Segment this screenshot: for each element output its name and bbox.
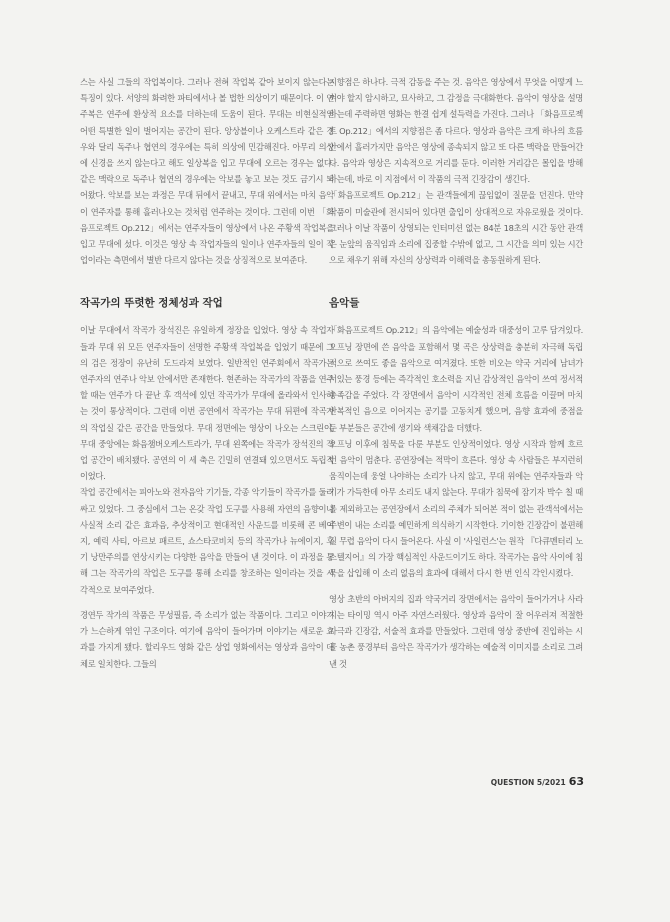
page-number: 63	[568, 775, 584, 788]
left-paragraph-2: 이날 무대에서 작곡가 장석진은 유일하게 정장을 입었다. 영상 속 작업자들과 무대 위 모든 연주자들이 선명한 주황색 작업복을 입었기 때문에 그의 검은 정장이 유난히 도드라져 보였다. 일반적인 연주회에서 작곡가는 연주자의 연주나 악보 안에서만 존재한다. 현존하는 작곡가의 작품을 연주할 때는 연주가 다 끝난 후 객석에 있던 작곡가가 무대에 올라와서 인사하는 것이 통상적이다. 그런데 이번 공연에서 작곡가는 무대 뒤편에 작곡가의 작업실 같은 공간을 만들었다. 무대 정면에는 영상이 나오는 스크린이, 무대 중앙에는 화음챔버오케스트라가, 무대 왼쪽에는 작곡가 장석진의 작업 공간이 배치됐다. 공연의 이 세 축은 긴밀히 연결돼 있으면서도 독립적이었다.	[80, 325, 334, 482]
left-paragraph-1: 스는 사실 그들의 작업복이다. 그러나 전혀 작업복 같아 보이지 않는다는 특징이 있다. 서양의 화려한 파티에서나 볼 법한 의상이기 때문이다. 이 연주복은 연주에 환상적 요소를 더하는데 도움이 된다. 무대는 비현실적인 어떤 특별한 일이 벌어지는 공간이 된다. 앙상블이나 오케스트라 같은 경우와 달리 독주나 협연의 경우에는 특히 의상에 민감해진다. 아무리 의상에 신경을 쓰지 않는다고 해도 일상복을 입고 무대에 오르는 경우는 없다. 같은 맥락으로 독주나 협연의 경우에는 악보를 놓고 보는 것도 금기시 되어왔다. 악보를 보는 과정은 무대 뒤에서 끝내고, 무대 위에서는 마치 음악이 연주자를 통해 흘러나오는 것처럼 연주하는 것이다. 그런데 이번 「화음프로젝트 Op.212」에서는 연주자들이 영상에서 나온 주황색 작업복을 입고 무대에 섰다. 이것은 영상 속 작업자들의 일이나 연주자들의 일이 작업이라는 측면에서 별반 다르지 않다는 것을 상징적으로 보여준다.	[80, 77, 334, 266]
left-paragraph-4: 경연두 작가의 작품은 무성필름, 즉 소리가 없는 작품이다. 그리고 이야기가 느슨하게 엮인 구조이다. 여기에 음악이 들어가며 이야기는 새로운 효과를 가지게 됐다. 할리우드 영화 같은 상업 영화에서는 영상과 음악이 대체로 일치한다. 그들의	[80, 609, 334, 669]
right-paragraph-4: 오프닝 이후에 침묵을 다룬 부분도 인상적이었다. 영상 시작과 함께 흐르던 음악이 멈춘다. 공연장에는 적막이 흐른다. 영상 속 사람들은 부지런히 움직이는데 웅얼 나야하는 소리가 나지 않고, 무대 위에는 연주자들과 악기가 가득한데 아무 소리도 내지 않는다. 무대가 침묵에 잠기자 박수 칠 때를 제외하고는 공연장에서 소리의 주체가 되어본 적이 없는 관객석에서는 주변이 내는 소리를 예민하게 의식하기 시작한다. 기이한 긴장감이 불편해질 무렵 음악이 다시 들어온다. 사실 이 '사일런스'는 원작 『다큐멘터리 노스텔지어』의 가장 핵심적인 사운드이기도 하다. 작곡가는 음악 사이에 침묵을 삽입해 이 소리 없음의 효과에 대해서 다시 한 번 인식 각인시켰다.	[329, 438, 583, 579]
right-paragraph-3: 「화음프로젝트 Op.212」의 음악에는 예술성과 대중성이 고루 담겨있다. 오프닝 장면에 쓴 음악을 포함해서 몇 곡은 상상력을 충분히 자극해 독립적으로 쓰여도 좋을 음악으로 여겨졌다. 또한 비오는 약국 거리에 남녀가 서있는 풍경 등에는 즉각적인 호소력을 지닌 감상적인 음악이 쓰여 정서적 충족감을 주었다. 각 장면에서 음악이 시각적인 전체 흐름을 이끌며 마치 반복적인 음으로 이어지는 공기를 고동치게 했으며, 음향 효과에 중점을 둔 부분들은 공간에 생기와 색채감을 더했다.	[329, 325, 583, 433]
section-heading-music: 음악들	[329, 297, 360, 310]
left-column	[80, 74, 334, 672]
magazine-issue-label: QUESTION 5/2021	[490, 778, 566, 787]
right-paragraph-1: 지향점은 하나다. 극적 감동을 주는 것. 음악은 영상에서 무엇을 어떻게 느껴야 할지 암시하고, 묘사하고, 그 감정을 극대화한다. 음악이 영상을 설명하는데 주력하면 영화는 한결 쉽게 설득력을 가진다. 그러나 「화음프로젝트 Op.212」에서의 지향점은 좀 다르다. 영상과 음악은 크게 하나의 흐름 안에서 흘러가지만 음악은 영상에 종속되지 않고 또 다른 맥락을 만들어간다. 음악과 영상은 지속적으로 거리를 둔다. 이러한 거리감은 몰입을 방해하는데, 바로 이 지점에서 이 작품의 극적 긴장감이 생긴다.	[329, 77, 583, 185]
left-paragraph-3: 작업 공간에서는 피아노와 전자음악 기기들, 각종 악기들이 작곡가를 둘러싸고 있었다. 그 중심에서 그는 온갖 작업 도구를 사용해 자연의 음향이나 사실적 소리 같은 효과음, 추상적이고 현대적인 사운드를 비롯해 콘 베이지, 예릭 사티, 아르보 패르트, 쇼스타코비치 등의 작곡가나 뉴에이지, 후기 낭만주의를 연상시키는 다양한 음악을 만들어 낸 것이다. 이 과정을 통해 그는 작곡가의 작업은 도구를 통해 소리를 창조하는 일이라는 것을 시각적으로 보여주었다.	[80, 487, 334, 595]
section-heading-composer: 작곡가의 뚜렷한 정체성과 작업	[80, 297, 223, 310]
page-footer	[491, 775, 584, 788]
right-paragraph-5: 영상 초반의 아버지의 집과 약국거리 장면에서는 음악이 들어가거나 사라지는 타이밍 역시 아주 자연스러웠다. 영상과 음악이 잘 어우러져 적절한 자극과 긴장감, 서술적 효과를 만들었다. 그런데 영상 중반에 진입하는 시골 농촌 풍경부터 음악은 작곡가가 생각하는 예술적 이미지를 소리로 그려낸 것	[329, 593, 583, 669]
right-column	[329, 74, 583, 672]
right-paragraph-2: 「화음프로젝트 Op.212」는 관객들에게 끊임없이 질문을 던진다. 만약 작품이 미술관에 전시되어 있다면 출입이 상대적으로 자유로웠을 것이다. 그러나 이날 작품이 상영되는 인터미션 없는 84분 18초의 시간 동안 관객은 눈앞의 움직임과 소리에 집중할 수밖에 없고, 그 시간을 의미 있는 시간으로 채우기 위해 자신의 상상력과 이해력을 총동원하게 된다.	[329, 190, 583, 266]
